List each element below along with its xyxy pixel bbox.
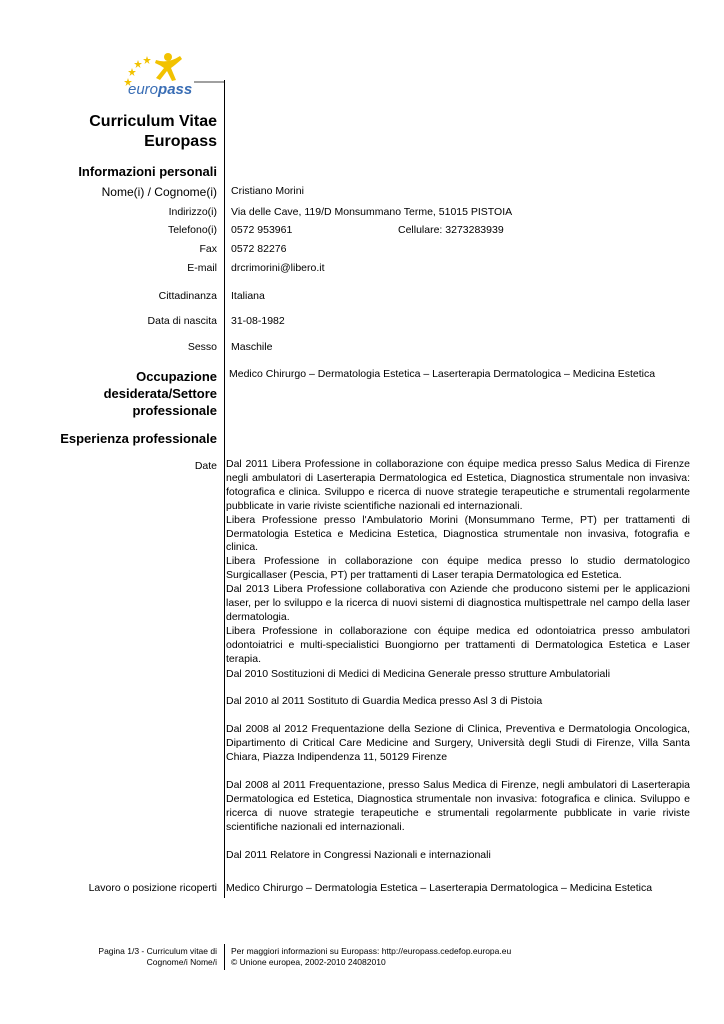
experience-block-7 [226,849,690,863]
fax-label: Fax [199,243,217,255]
column-divider [224,80,225,898]
experience-entry: Libera Professione in collaborazione con équipe medica presso lo studio dermatologico Surgicallaser (Pescia, PT) per trattamenti di Laser terapia Dermatologica ed Estetica. [226,555,690,582]
footer-page-info: Pagina 1/3 - Curriculum vitae di [98,946,217,956]
experience-entry: Dal 2011 Libera Professione in collaborazione con équipe medica presso Salus Medica di Firenze negli ambulatori di Laserterapia Dermatologica ed Estetica, Diagnostica strumentale non invasiva: fotografica e clinica. Sviluppo e ricerca di nuove strategie terapeutiche e strumentali regolarmente pubblicate in varie riviste scientifiche nazionali ed internazionali. [226,458,690,512]
sex-label: Sesso [187,341,217,353]
europass-logo [118,50,228,100]
position-label: Lavoro o posizione ricoperti [88,882,217,894]
phone-value: 0572 953961 [231,224,293,236]
sex-value: Maschile [231,341,273,353]
title-line2: Europass [144,133,217,150]
page-title [89,112,217,152]
footer-right [231,946,511,968]
experience-block-2 [226,583,690,666]
experience-block-5 [226,723,690,765]
address-value: Via delle Cave, 119/D Monsummano Terme, 51015 PISTOIA [231,206,513,218]
occupation-line2: desiderata/Settore [103,386,217,401]
email-value: drcrimorini@libero.it [231,262,325,274]
address-label: Indirizzo(i) [168,206,217,218]
occupation-value: Medico Chirurgo – Dermatologia Estetica – Laserterapia Dermatologica – Medicina Estetica [229,368,656,380]
experience-block-6 [226,779,690,835]
section-experience: Esperienza professionale [60,431,217,446]
footer-copyright: © Unione europea, 2002-2010 24082010 [231,957,386,967]
footer-left [98,946,217,968]
email-label: E-mail [187,262,217,274]
mobile-value: Cellulare: 3273283939 [398,224,504,236]
logo-suffix: pass [158,81,193,98]
experience-block-3 [226,668,690,682]
section-occupation [104,368,217,419]
logo-prefix: euro [128,81,159,98]
experience-entry: Libera Professione in collaborazione con équipe medica ed odontoiatrica presso ambulatori odontoiatrici e multi-specialistici Buongiorno per trattamenti di Dermatologica Estetica e Laser terapia. [226,624,690,665]
experience-block-1 [226,458,690,583]
experience-entry: Dal 2008 al 2012 Frequentazione della Sezione di Clinica, Preventiva e Dermatologia Oncologica, Dipartimento di Critical Care Medicine and Surgery, Università degli Studi di Firenze, Villa Santa Chiara, Piazza Indipendenza 11, 50129 Firenze [226,723,690,763]
experience-entry: Dal 2013 Libera Professione collaborativa con Aziende che producono sistemi per le applicazioni laser, per lo sviluppo e la ricerca di nuovi sistemi di diagnostica multispettrale nel campo della laser dermatologia. [226,583,690,623]
citizenship-label: Cittadinanza [158,290,217,302]
footer-info-link: Per maggiori informazioni su Europass: http://europass.cedefop.europa.eu [231,946,512,956]
experience-entry: Dal 2011 Relatore in Congressi Nazionali e internazionali [226,849,491,861]
title-line1: Curriculum Vitae [89,113,217,130]
experience-block-4 [226,695,690,709]
experience-entry: Dal 2010 al 2011 Sostituto di Guardia Medica presso Asl 3 di Pistoia [226,695,543,707]
name-value: Cristiano Morini [231,185,304,197]
figure-icon [155,53,182,81]
svg-text:europass [128,81,192,98]
birth-value: 31-08-1982 [231,315,285,327]
occupation-line3: professionale [132,403,217,418]
dates-label: Date [194,460,217,472]
citizenship-value: Italiana [231,290,265,302]
experience-entry: Dal 2008 al 2011 Frequentazione, presso Salus Medica di Firenze, negli ambulatori di Laserterapia Dermatologica ed Estetica, Diagnostica strumentale non invasiva: fotografica e clinica. Sviluppo e ricerca di nuove strategie terapeutiche e strumentali regolarmente pubblicate in varie riviste scientifiche nazionali ed internazionali. [226,779,690,833]
section-personal: Informazioni personali [78,164,217,179]
birth-label: Data di nascita [147,315,217,327]
footer-divider [224,944,225,970]
experience-entry: Dal 2010 Sostituzioni di Medici di Medicina Generale presso strutture Ambulatoriali [226,668,611,680]
occupation-line1: Occupazione [136,369,217,384]
phone-label: Telefono(i) [167,224,217,236]
experience-entry: Libera Professione presso l'Ambulatorio Morini (Monsummano Terme, PT) per trattamenti di Dermatologia Estetica e Medicina Estetica, Diagnostica strumentale non invasiva, fotografia e clinica. [226,513,690,554]
name-label: Nome(i) / Cognome(i) [101,185,217,199]
footer-name: Cognome/i Nome/i [146,957,217,967]
position-value: Medico Chirurgo – Dermatologia Estetica – Laserterapia Dermatologica – Medicina Estetica [226,882,653,894]
fax-value: 0572 82276 [231,243,287,255]
